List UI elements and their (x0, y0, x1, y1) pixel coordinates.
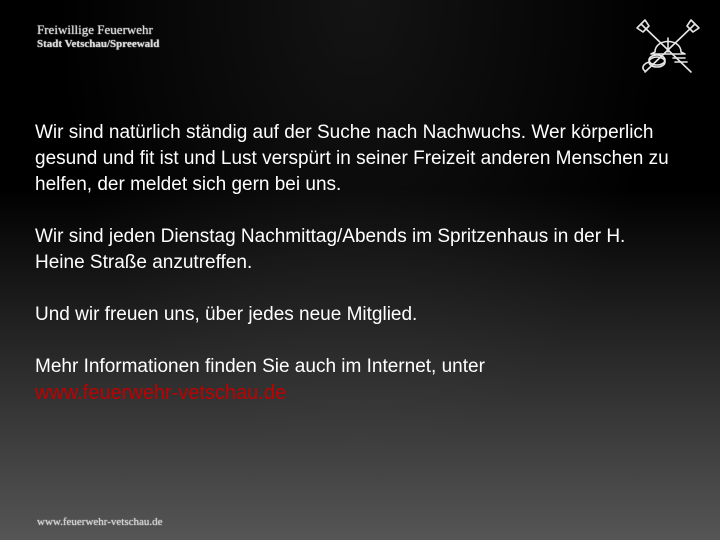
organization-header (37, 22, 159, 52)
paragraph-welcome: Und wir freuen uns, über jedes neue Mitglied. (35, 304, 418, 325)
organization-name: Freiwillige Feuerwehr (37, 22, 153, 37)
paragraph-recruitment: Wir sind natürlich ständig auf der Suche nach Nachwuchs. Wer körperlich gesund und fit ist und Lust verspürt in seiner Freizeit anderen Menschen zu helfen, der meldet sich gern bei uns. (35, 122, 669, 195)
organization-subtitle: Stadt Vetschau/Spreewald (37, 38, 160, 51)
more-info-text: Mehr Informationen finden Sie auch im Internet, unter (35, 356, 485, 377)
footer-url: www.feuerwehr-vetschau.de (37, 516, 163, 528)
paragraph-more-info (35, 354, 675, 407)
main-content (35, 120, 675, 407)
paragraph-meeting-time: Wir sind jeden Dienstag Nachmittag/Abends im Spritzenhaus in der H. Heine Straße anzutreffen. (35, 226, 626, 273)
website-link[interactable]: www.feuerwehr-vetschau.de (35, 382, 287, 404)
fire-department-emblem-icon (633, 18, 703, 78)
